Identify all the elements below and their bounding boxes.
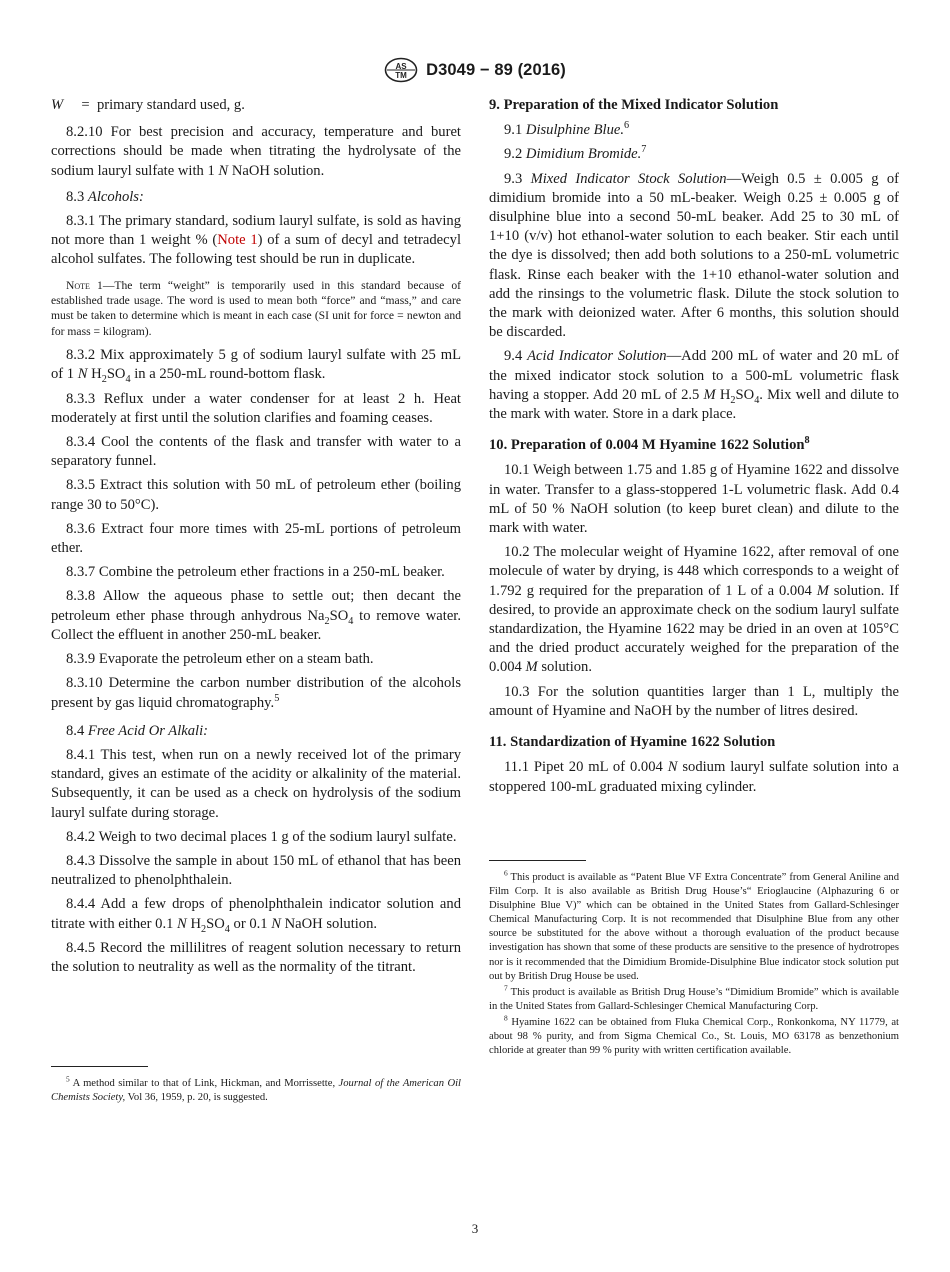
para-8-3-8: 8.3.8 Allow the aqueous phase to settle out; then decant the petroleum ether phase through anhydrous $Na_2SO_4$ to remove water. Collect the effluent in another 250-mL beaker.: [51, 588, 461, 643]
w-definition: W = primary standard used, g.: [51, 97, 245, 113]
section-10-heading: 10. Preparation of 0.004 M Hyamine 1622 Solution$^8$: [489, 435, 810, 454]
left-footnotes: [51, 1066, 461, 1107]
para-8-3-9: 8.3.9 Evaporate the petroleum ether on a steam bath.: [66, 651, 374, 668]
para-11-1: 11.1 Pipet 20 mL of 0.004 N sodium lauryl sulfate solution into a stoppered 100-mL graduated mixing cylinder.: [489, 759, 899, 795]
svg-text:TM: TM: [395, 71, 407, 80]
para-10-3: 10.3 For the solution quantities larger than 1 L, multiply the amount of Hyamine and NaOH by the number of litres desired.: [489, 683, 899, 719]
para-8-4-3: 8.4.3 Dissolve the sample in about 150 mL of ethanol that has been neutralized to phenolphthalein.: [51, 852, 461, 889]
page-number: 3: [471, 1221, 479, 1236]
page-header: [0, 57, 950, 88]
footnote-ref-6[interactable]: 6: [624, 120, 630, 132]
svg-text:AS: AS: [395, 62, 407, 71]
para-8-3-6: 8.3.6 Extract four more times with 25-mL portions of petroleum ether.: [51, 520, 461, 557]
right-footnotes: [489, 860, 899, 1060]
para-8-4-5: 8.4.5 Record the millilitres of reagent solution necessary to return the solution to neutrality as well as the normality of the titrant.: [51, 939, 461, 975]
para-8-3-7: 8.3.7 Combine the petroleum ether fractions in a 250-mL beaker.: [66, 564, 445, 581]
para-8-2-10: 8.2.10 For best precision and accuracy, temperature and buret corrections should be made when titrating the hydrolysate of the sodium lauryl sulfate with 1 N NaOH solution.: [51, 124, 461, 179]
note-1-link[interactable]: Note 1: [217, 232, 258, 249]
para-10-1: 10.1 Weigh between 1.75 and 1.85 g of Hyamine 1622 and dissolve in water. Transfer to a glass-stoppered 1-L volumetric flask. Add 0.4 mL of 50 % NaOH solution (to keep buret clean) and dilute to the mark with water.: [489, 462, 899, 537]
footnote-7: $^7$ This product is available as British Drug House’s “Dimidium Bromide” which is available in the United States from Gallard-Schlesinger Chemical Manufacturing Corp.: [489, 983, 899, 1012]
section-9-heading: 9. Preparation of the Mixed Indicator Solution: [489, 97, 779, 113]
para-8-3-1: 8.3.1 The primary standard, sodium lauryl sulfate, is sold as having not more than 1 weight % (Note 1) of a sum of decyl and tetradecyl alcohol sulfates. The following test should be run in duplicate.: [51, 213, 461, 268]
footnote-ref-5[interactable]: 5: [274, 692, 280, 704]
para-8-4-4: 8.4.4 Add a few drops of phenolphthalein indicator solution and titrate with either 0.1 N $H_2SO_4$ or 0.1 N NaOH solution.: [51, 896, 461, 935]
left-column: [51, 96, 461, 982]
footnote-ref-8[interactable]: 8: [804, 435, 810, 447]
footnote-6: $^6$ This product is available as “Patent Blue VF Extra Concentrate” from General Aniline and Film Corp. It is also available as British Drug House’s“ Erioglaucine (Alphazuring 6 or Disulphine Blue V)” which can be obtained in the United States from Gallard-Schlesinger Chemical Manufacturing Corp. It is not recommended that Disulphine Blue from any other source be substituted for the above without a thorough evaluation of the product because investigation has shown that some of these products are sensitive to the presence of hydrotropes nor is it recommended that the Dimidium Bromide-Disulphine Blue indicator stock solution put out by British Drug House be used.: [489, 868, 899, 982]
astm-logo-icon: [384, 57, 418, 83]
para-9-3: 9.3 Mixed Indicator Stock Solution—Weigh 0.5 ± 0.005 g of dimidium bromide into a 50 mL-beaker. Weigh 0.25 ± 0.005 g of disulphine blue into a second 50-mL beaker. Add 25 to 30 mL of 1+10 (v/v) hot ethanol-water solution to each beaker. Stir each until the dye is dissolved; then add both solutions to a 250-mL volumetric flask. Rinse each beaker with the 1+10 ethanol-water solution and add the rinsings to the volumetric flask. Dilute the stock solution to the mark with deionized water. After 6 months, this solution should be discarded.: [489, 170, 900, 341]
para-8-4-1: 8.4.1 This test, when run on a newly received lot of the primary standard, gives an estimate of the acidity or alkalinity of the material. Subsequently, it can be used as a check on hydrolysis of the sodium lauryl sulfate during storage.: [51, 746, 461, 821]
footnote-ref-7[interactable]: 7: [641, 144, 647, 156]
para-8-3-2: 8.3.2 Mix approximately 5 g of sodium lauryl sulfate with 25 mL of 1 N $H_2SO_4$ in a 250-mL round-bottom flask.: [51, 347, 461, 386]
para-8-3-10: 8.3.10 Determine the carbon number distribution of the alcohols present by gas liquid chromatography.$^5$: [51, 675, 461, 711]
document-id: D3049 − 89 (2016): [426, 60, 566, 79]
para-9-4: 9.4 Acid Indicator Solution—Add 200 mL of water and 20 mL of the mixed indicator stock solution to a 500-mL volumetric flask having a stopper. Add 20 mL of 2.5 M $H_2SO_4$. Mix well and dilute to the mark with water. Store in a dark place.: [489, 348, 899, 423]
right-column: [489, 96, 899, 802]
para-8-4-2: 8.4.2 Weigh to two decimal places 1 g of the sodium lauryl sulfate.: [66, 828, 457, 845]
footnote-rule: [51, 1066, 148, 1067]
para-8-3-5: 8.3.5 Extract this solution with 50 mL of petroleum ether (boiling range 30 to 50°C).: [51, 477, 461, 513]
para-9-1: 9.1 Disulphine Blue.$^6$: [504, 120, 630, 139]
footnote-rule: [489, 860, 586, 861]
heading-8-4: 8.4 Free Acid Or Alkali:: [66, 722, 209, 739]
para-8-3-3: 8.3.3 Reflux under a water condenser for at least 2 h. Heat moderately at first until the solution clarifies and foaming ceases.: [51, 390, 461, 426]
footnote-8: $^8$ Hyamine 1622 can be obtained from Fluka Chemical Corp., Ronkonkoma, NY 11779, at about 98 % purity, and from Sigma Chemical Co., St. Louis, MO 63178 as benzethonium chloride at greater than 99 % purity with written certification available.: [489, 1013, 899, 1057]
section-11-heading: 11. Standardization of Hyamine 1622 Solution: [489, 734, 776, 751]
para-8-3-4: 8.3.4 Cool the contents of the flask and transfer with water to a separatory funnel.: [51, 434, 461, 470]
heading-8-3: 8.3 Alcohols:: [66, 188, 144, 205]
footnote-5: $^5$ A method similar to that of Link, Hickman, and Morrissette, Journal of the American Oil Chemists Society, Vol 36, 1959, p. 20, is suggested.: [51, 1074, 461, 1104]
para-10-2: 10.2 The molecular weight of Hyamine 1622, after removal of one molecule of water by drying, is 448 which corresponds to a weight of 1.792 g required for the preparation of 1 L of a 0.004 M solution. If desired, to provide an approximate check on the sodium lauryl sulfate standardization, the Hyamine 1622 may be dried in an oven at 105°C and the dried product accurately weighed for the preparation of the 0.004 M solution.: [489, 544, 899, 676]
para-9-2: 9.2 Dimidium Bromide.$^7$: [504, 144, 647, 163]
note-1: Note 1—The term “weight” is temporarily used in this standard because of established trade usage. The word is used to mean both “force” and “mass,” and care must be taken to determine which is meant in each case (SI unit for force = newton and for mass = kilogram).: [51, 278, 462, 338]
